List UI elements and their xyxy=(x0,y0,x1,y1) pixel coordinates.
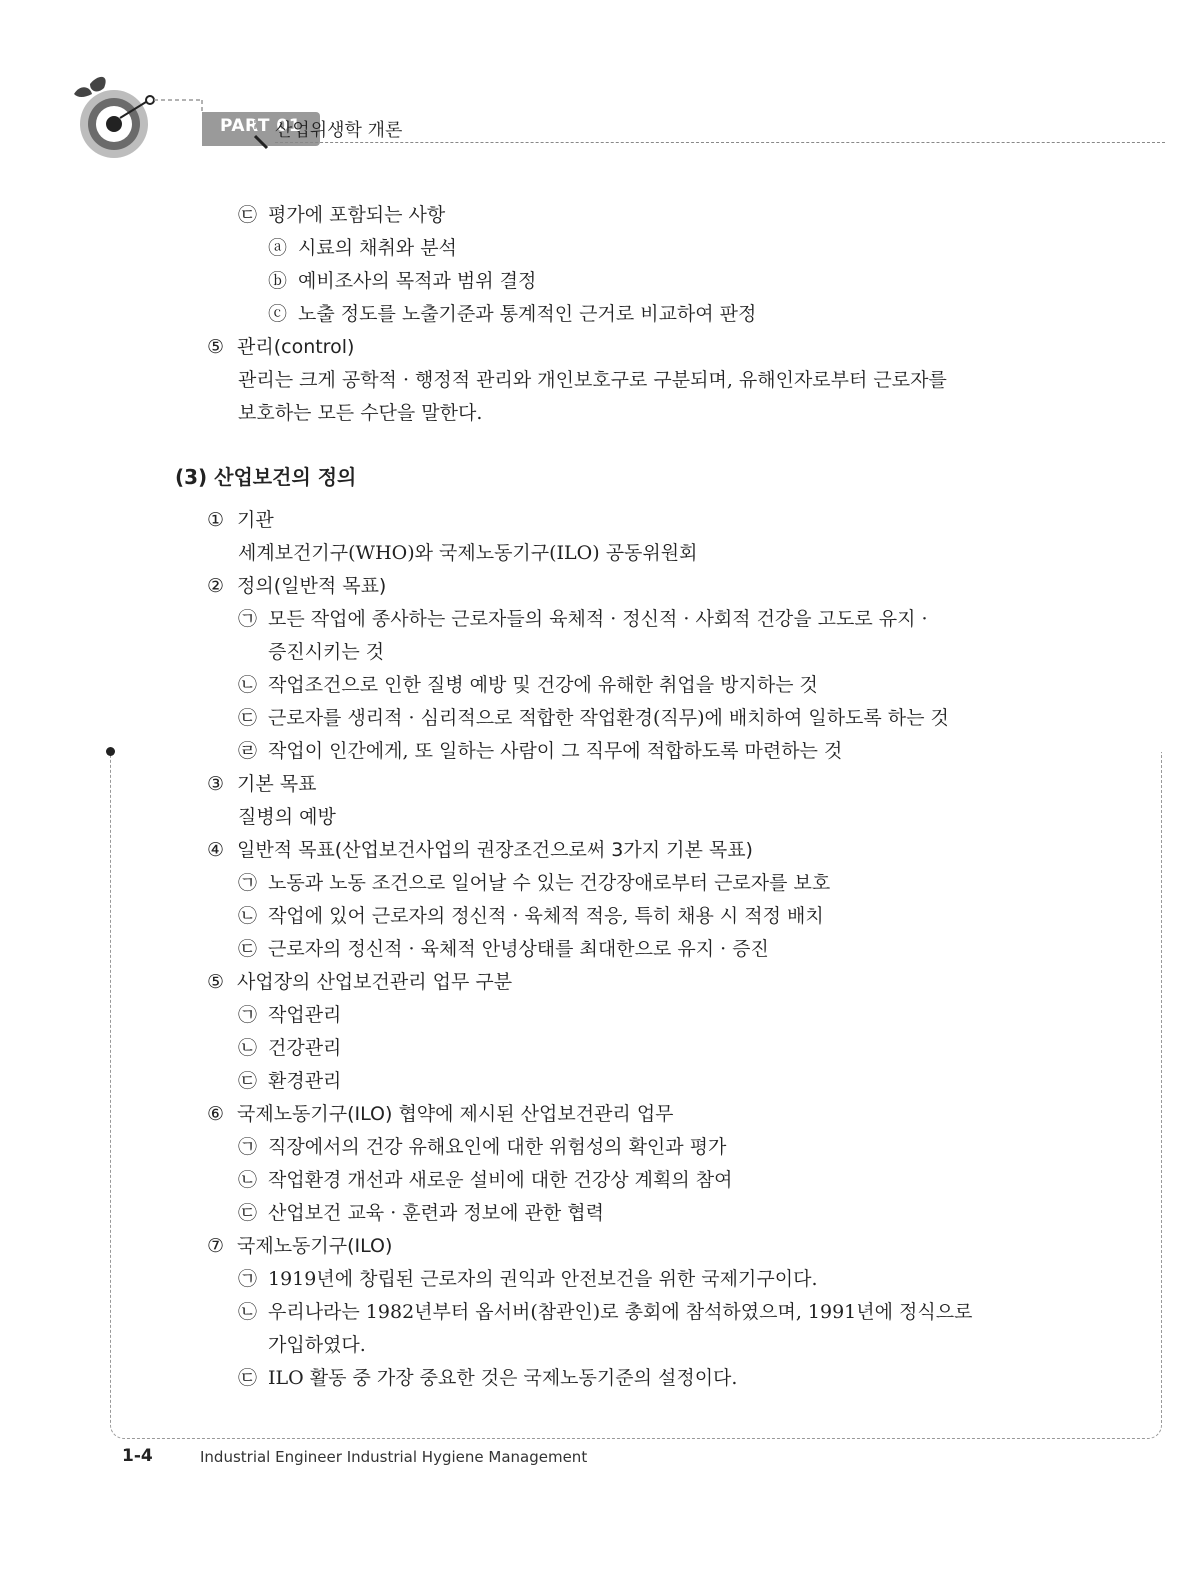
list-item: ㉢ 환경관리 xyxy=(238,1070,342,1092)
paragraph-line: 세계보건기구(WHO)와 국제노동기구(ILO) 공동위원회 xyxy=(238,542,698,564)
list-item: ⓑ 예비조사의 목적과 범위 결정 xyxy=(268,270,537,292)
list-item: ㉡ 작업조건으로 인한 질병 예방 및 건강에 유해한 취업을 방지하는 것 xyxy=(238,674,818,696)
list-item: ㉣ 작업이 인간에게, 또 일하는 사람이 그 직무에 적합하도록 마련하는 것 xyxy=(238,740,843,762)
list-item: ㉢ 산업보건 교육 · 훈련과 정보에 관한 협력 xyxy=(238,1202,604,1224)
list-item: ㉠ 작업관리 xyxy=(238,1004,342,1026)
list-item: ㉢ 근로자를 생리적 · 심리적으로 적합한 작업환경(직무)에 배치하여 일하도록 하는 것 xyxy=(238,707,949,729)
list-item: ㉢ 평가에 포함되는 사항 xyxy=(238,204,446,226)
paragraph-line: 보호하는 모든 수단을 말한다. xyxy=(238,402,483,424)
list-heading: ① 기관 xyxy=(207,509,274,531)
footer-book-title: Industrial Engineer Industrial Hygiene Management xyxy=(200,1448,588,1466)
paragraph-line: 관리는 크게 공학적 · 행정적 관리와 개인보호구로 구분되며, 유해인자로부터 근로자를 xyxy=(238,369,947,391)
frame-dot xyxy=(106,747,115,756)
paragraph-line: 질병의 예방 xyxy=(238,806,336,828)
list-item: ㉠ 직장에서의 건강 유해요인에 대한 위험성의 확인과 평가 xyxy=(238,1136,727,1158)
list-item: ㉡ 건강관리 xyxy=(238,1037,342,1059)
list-item: ⓐ 시료의 채취와 분석 xyxy=(268,237,457,259)
chapter-title: 산업위생학 개론 xyxy=(275,120,403,141)
paragraph-line: 증진시키는 것 xyxy=(268,641,385,663)
page-frame xyxy=(110,752,1162,1439)
list-heading: ⑥ 국제노동기구(ILO) 협약에 제시된 산업보건관리 업무 xyxy=(207,1103,674,1125)
list-item: ㉡ 우리나라는 1982년부터 옵서버(참관인)로 총회에 참석하였으며, 1991년에 정식으로 xyxy=(238,1301,973,1323)
part-label: PART 01 xyxy=(220,116,302,136)
list-item: ㉢ ILO 활동 중 가장 중요한 것은 국제노동기준의 설정이다. xyxy=(238,1367,738,1389)
list-item: ⓒ 노출 정도를 노출기준과 통계적인 근거로 비교하여 판정 xyxy=(268,303,757,325)
list-heading: ④ 일반적 목표(산업보건사업의 권장조건으로써 3가지 기본 목표) xyxy=(207,839,753,861)
list-item: ㉠ 1919년에 창립된 근로자의 권익과 안전보건을 위한 국제기구이다. xyxy=(238,1268,818,1290)
list-heading: ⑦ 국제노동기구(ILO) xyxy=(207,1235,393,1257)
list-heading: ② 정의(일반적 목표) xyxy=(207,575,387,597)
list-item: ㉠ 노동과 노동 조건으로 일어날 수 있는 건강장애로부터 근로자를 보호 xyxy=(238,872,831,894)
list-item: ㉠ 모든 작업에 종사하는 근로자들의 육체적 · 정신적 · 사회적 건강을 고도로 유지 · xyxy=(238,608,928,630)
section-heading: (3) 산업보건의 정의 xyxy=(175,465,357,489)
list-heading: ⑤ 관리(control) xyxy=(207,336,355,358)
page-footer xyxy=(122,1446,588,1466)
list-item: ㉡ 작업환경 개선과 새로운 설비에 대한 건강상 계획의 참여 xyxy=(238,1169,733,1191)
page-number: 1-4 xyxy=(122,1446,153,1466)
paragraph-line: 가입하였다. xyxy=(268,1334,366,1356)
list-heading: ⑤ 사업장의 산업보건관리 업무 구분 xyxy=(207,971,513,993)
list-item: ㉡ 작업에 있어 근로자의 정신적 · 육체적 적응, 특히 채용 시 적정 배치 xyxy=(238,905,824,927)
list-heading: ③ 기본 목표 xyxy=(207,773,317,795)
list-item: ㉢ 근로자의 정신적 · 육체적 안녕상태를 최대한으로 유지 · 증진 xyxy=(238,938,769,960)
